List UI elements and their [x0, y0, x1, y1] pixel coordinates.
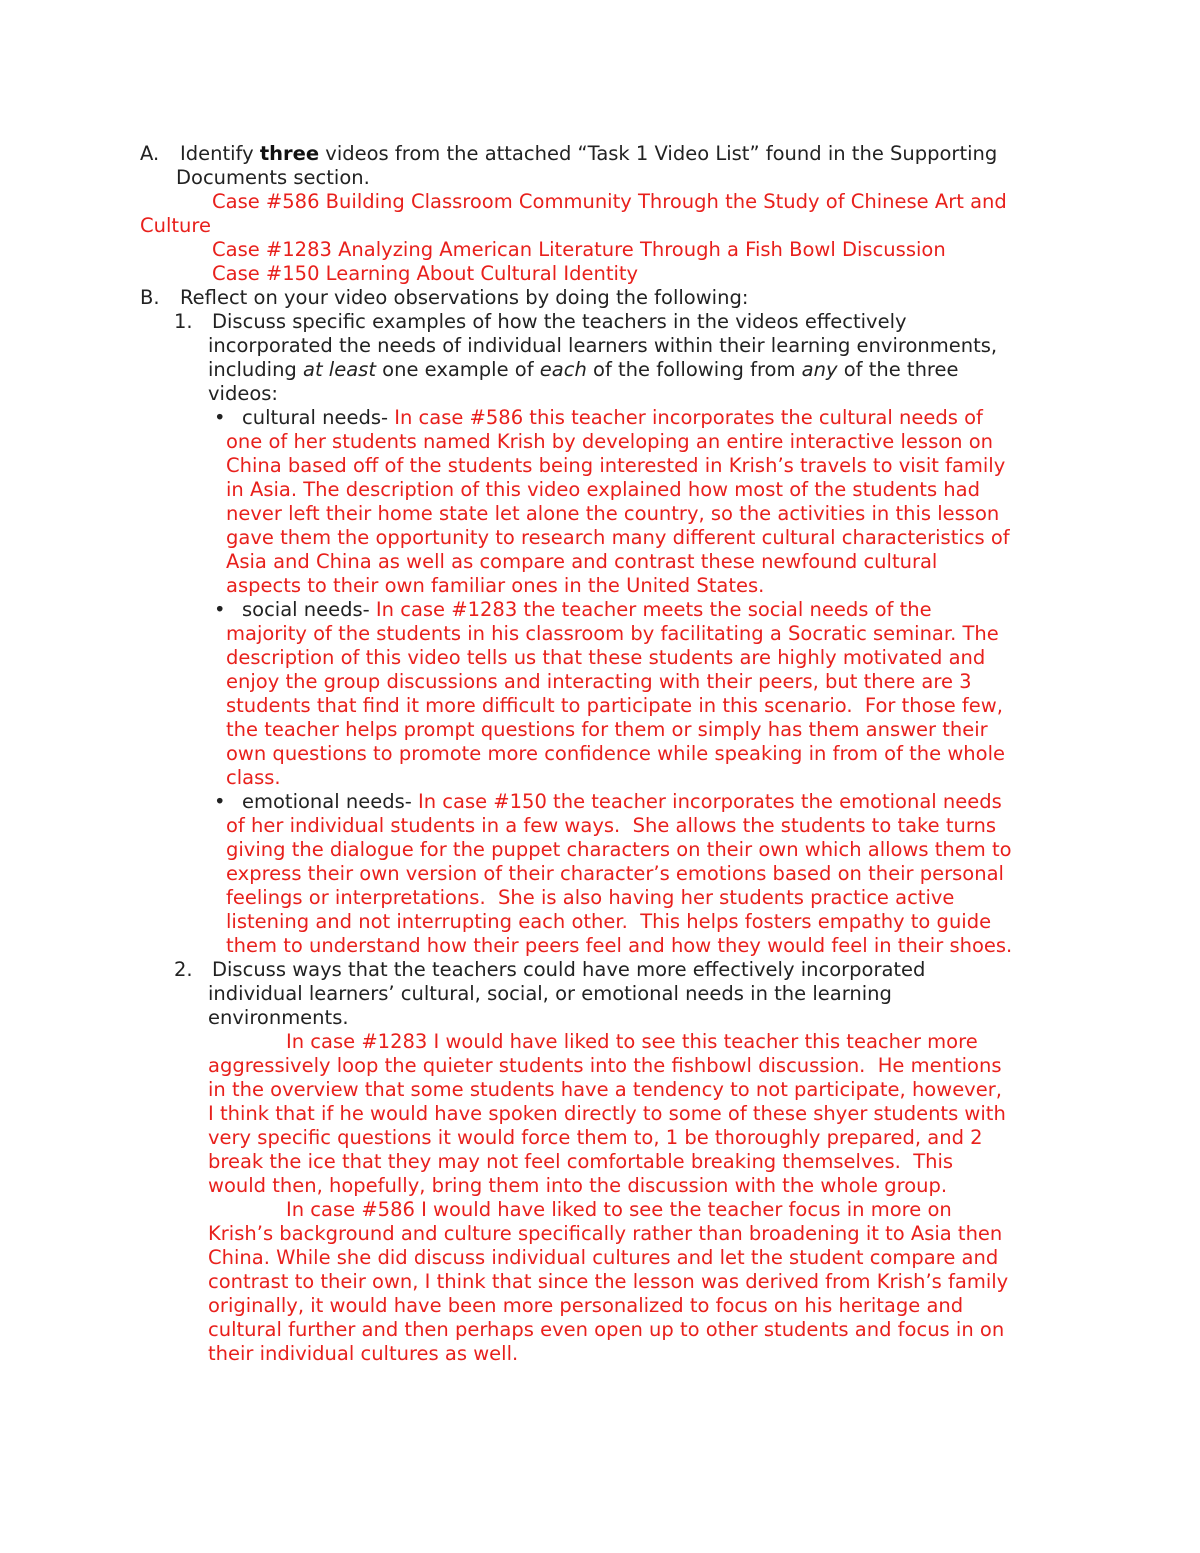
- cultural-needs-first-line: [242, 406, 983, 430]
- cultural-needs-line: aspects to their own familiar ones in the United States.: [226, 574, 765, 597]
- social-needs-line: own questions to promote more confidence while speaking in from of the whole: [226, 742, 1006, 765]
- answer-paragraph-1-line: aggressively loop the quieter students into the fishbowl discussion. He mentions: [208, 1054, 1002, 1077]
- emotional-needs-text: In case #150 the teacher incorporates the emotional needs: [417, 790, 1002, 813]
- social-needs-line: majority of the students in his classroom by facilitating a Socratic seminar. The: [226, 622, 999, 645]
- item-1-text: of the following from: [586, 358, 802, 381]
- answer-paragraph-1-line: break the ice that they may not feel comfortable breaking themselves. This: [208, 1150, 954, 1173]
- item-1-text: including: [208, 358, 304, 381]
- item-1-line-2: incorporated the needs of individual learners within their learning environments,: [208, 334, 998, 357]
- emotional-needs-line: giving the dialogue for the puppet characters on their own which allows them to: [226, 838, 1012, 861]
- answer-paragraph-2-line: contrast to their own, I think that since the lesson was derived from Krish’s family: [208, 1270, 1009, 1293]
- item-2-line-3: environments.: [208, 1006, 349, 1029]
- item-1-italic-any: any: [801, 358, 838, 381]
- section-a-text-post: videos from the attached “Task 1 Video List” found in the Supporting: [319, 142, 998, 165]
- cultural-needs-text: In case #586 this teacher incorporates the cultural needs of: [394, 406, 983, 429]
- item-1-line-1: Discuss specific examples of how the teachers in the videos effectively: [212, 310, 907, 333]
- social-needs-first-line: [242, 598, 932, 622]
- social-needs-line: class.: [226, 766, 281, 789]
- answer-paragraph-2-line: originally, it would have been more personalized to focus on his heritage and: [208, 1294, 964, 1317]
- section-a-text-pre: Identify: [180, 142, 260, 165]
- item-1-italic-at-least: at least: [303, 358, 376, 381]
- answer-paragraph-1-line: very specific questions it would force them to, 1 be thoroughly prepared, and 2: [208, 1126, 983, 1149]
- emotional-needs-line: listening and not interrupting each other. This helps fosters empathy to guide: [226, 910, 992, 933]
- emotional-needs-line: them to understand how their peers feel and how they would feel in their shoes.: [226, 934, 1013, 957]
- section-a-heading-continued: Documents section.: [176, 166, 370, 189]
- section-a-heading: [180, 142, 997, 166]
- case-150-title: Case #150 Learning About Cultural Identity: [212, 262, 639, 285]
- cultural-needs-line: in Asia. The description of this video explained how most of the students had: [226, 478, 980, 501]
- item-1-marker: 1.: [174, 310, 193, 333]
- emotional-needs-line: express their own version of their character’s emotions based on their personal: [226, 862, 1004, 885]
- emotional-needs-label: emotional needs-: [242, 790, 418, 813]
- cultural-needs-line: never left their home state let alone the country, so the activities in this lesson: [226, 502, 1000, 525]
- item-2-line-1: Discuss ways that the teachers could have more effectively incorporated: [212, 958, 926, 981]
- cultural-needs-line: one of her students named Krish by developing an entire interactive lesson on: [226, 430, 994, 453]
- item-1-line-4: videos:: [208, 382, 278, 405]
- answer-paragraph-2-line: cultural further and then perhaps even open up to other students and focus in on: [208, 1318, 1005, 1341]
- cultural-needs-label: cultural needs-: [242, 406, 395, 429]
- answer-paragraph-1-line: in the overview that some students have a tendency to not participate, however,: [208, 1078, 1002, 1101]
- case-586-title: Case #586 Building Classroom Community Through the Study of Chinese Art and: [212, 190, 1007, 213]
- social-needs-line: students that find it more difficult to participate in this scenario. For those few,: [226, 694, 1003, 717]
- bullet-icon: •: [214, 406, 226, 429]
- social-needs-line: description of this video tells us that these students are highly motivated and: [226, 646, 986, 669]
- social-needs-label: social needs-: [242, 598, 376, 621]
- answer-paragraph-1-line: would then, hopefully, bring them into the discussion with the whole group.: [208, 1174, 948, 1197]
- answer-paragraph-2-line: China. While she did discuss individual cultures and let the student compare and: [208, 1246, 999, 1269]
- emotional-needs-line: of her individual students in a few ways. She allows the students to take turns: [226, 814, 997, 837]
- answer-paragraph-2-line: Krish’s background and culture specifically rather than broadening it to Asia then: [208, 1222, 1003, 1245]
- bullet-icon: •: [214, 598, 226, 621]
- emotional-needs-first-line: [242, 790, 1002, 814]
- section-b-marker: B.: [140, 286, 160, 309]
- item-1-text: one example of: [375, 358, 540, 381]
- item-2-marker: 2.: [174, 958, 193, 981]
- social-needs-text: In case #1283 the teacher meets the social needs of the: [375, 598, 932, 621]
- item-1-line-3: [208, 358, 959, 382]
- item-1-italic-each: each: [539, 358, 587, 381]
- answer-paragraph-2-line: their individual cultures as well.: [208, 1342, 519, 1365]
- cultural-needs-line: China based off of the students being interested in Krish’s travels to visit family: [226, 454, 1006, 477]
- social-needs-line: enjoy the group discussions and interacting with their peers, but there are 3: [226, 670, 972, 693]
- cultural-needs-line: gave them the opportunity to research many different cultural characteristics of: [226, 526, 1010, 549]
- emotional-needs-line: feelings or interpretations. She is also having her students practice active: [226, 886, 955, 909]
- section-a-bold-word: three: [259, 142, 320, 165]
- answer-paragraph-1-line: In case #1283 I would have liked to see this teacher this teacher more: [286, 1030, 978, 1053]
- bullet-icon: •: [214, 790, 226, 813]
- answer-paragraph-2-line: In case #586 I would have liked to see the teacher focus in more on: [286, 1198, 952, 1221]
- case-586-title-continued: Culture: [140, 214, 211, 237]
- item-2-line-2: individual learners’ cultural, social, or emotional needs in the learning: [208, 982, 892, 1005]
- item-1-text: of the three: [837, 358, 959, 381]
- answer-paragraph-1-line: I think that if he would have spoken directly to some of these shyer students with: [208, 1102, 1006, 1125]
- section-a-marker: A.: [140, 142, 160, 165]
- case-1283-title: Case #1283 Analyzing American Literature Through a Fish Bowl Discussion: [212, 238, 946, 261]
- cultural-needs-line: Asia and China as well as compare and contrast these newfound cultural: [226, 550, 938, 573]
- social-needs-line: the teacher helps prompt questions for them or simply has them answer their: [226, 718, 988, 741]
- section-b-intro: Reflect on your video observations by doing the following:: [180, 286, 749, 309]
